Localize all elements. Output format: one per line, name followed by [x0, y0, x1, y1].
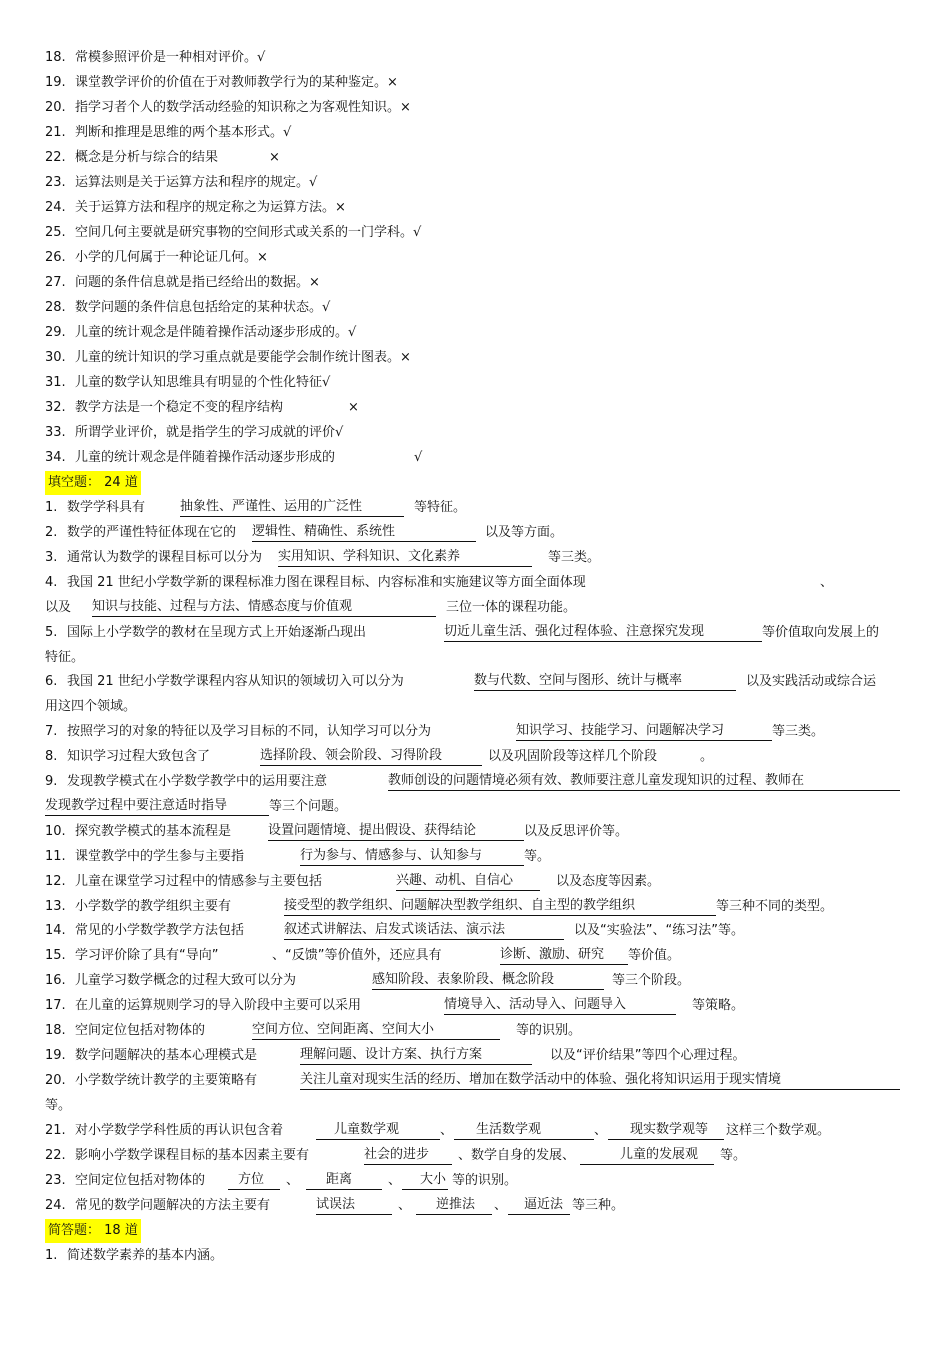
item-text: 儿童在课堂学习过程中的情感参与主要包括 [75, 874, 323, 889]
item-text: 、 [286, 1173, 300, 1188]
item-text: 儿童的数学认知思维具有明显的个性化特征√ [75, 375, 331, 390]
item-number: 12. [45, 874, 66, 889]
item-number: 32. [45, 400, 66, 415]
short-answer-item [0, 1244, 950, 1268]
answer-blank: 逻辑性、精确性、系统性 [252, 523, 476, 542]
item-text: 、 [594, 1123, 608, 1138]
item-text: 等三种不同的类型。 [716, 899, 834, 914]
item-text: 以及反思评价等。 [524, 824, 629, 839]
item-number: 23. [45, 175, 66, 190]
judgment-item [0, 271, 950, 295]
answer-blank: 大小 [402, 1171, 448, 1190]
item-text: 以及“实验法”、“练习法”等。 [574, 923, 744, 938]
item-number: 15. [45, 948, 66, 963]
answer-blank: 发现教学过程中要注意适时指导 [45, 797, 269, 816]
answer-blank: 情境导入、活动导入、问题导入 [444, 996, 676, 1015]
item-number: 27. [45, 275, 66, 290]
item-text: 常见的数学问题解决的方法主要有 [75, 1198, 271, 1213]
section-label: 简答题： [48, 1223, 101, 1238]
fill-item [0, 670, 950, 694]
item-number: 33. [45, 425, 66, 440]
item-number: 30. [45, 350, 66, 365]
answer-blank: 叙述式讲解法、启发式谈话法、演示法 [284, 921, 564, 940]
item-text: 课堂教学评价的价值在于对教师教学行为的某种鉴定。× [75, 75, 398, 90]
item-text: 运算法则是关于运算方法和程序的规定。√ [75, 175, 318, 190]
item-text: 等三类。 [772, 724, 825, 739]
item-text: 等策略。 [692, 998, 745, 1013]
item-text: 等。 [45, 1098, 72, 1113]
item-text: 儿童的统计知识的学习重点就是要能学会制作统计图表。× [75, 350, 411, 365]
item-text: 等三个阶段。 [612, 973, 691, 988]
answer-blank: 方位 [228, 1171, 280, 1190]
judgment-item [0, 71, 950, 95]
item-text: 三位一体的课程功能。 [446, 600, 577, 615]
item-text: 数学的严谨性特征体现在它的 [67, 525, 237, 540]
item-number: 21. [45, 125, 66, 140]
fill-item-continued [0, 1094, 950, 1118]
fill-item [0, 496, 950, 520]
fill-item [0, 1119, 950, 1143]
item-text: 以及 [45, 600, 72, 615]
item-text: 儿童的统计观念是伴随着操作活动逐步形成的 [75, 450, 336, 465]
fill-item [0, 845, 950, 869]
item-text: 等特征。 [414, 500, 467, 515]
answer-blank: 理解问题、设计方案、执行方案 [300, 1046, 532, 1065]
answer-mark: √ [414, 450, 423, 465]
item-text: 国际上小学数学的教材在呈现方式上开始逐渐凸现出 [67, 625, 367, 640]
judgment-item [0, 221, 950, 245]
item-text: 。 [700, 749, 714, 764]
section-header-fill [0, 471, 950, 495]
item-text: 指学习者个人的数学活动经验的知识称之为客观性知识。× [75, 100, 411, 115]
judgment-item [0, 146, 950, 170]
judgment-item [0, 46, 950, 70]
item-text: 以及巩固阶段等这样几个阶段 [488, 749, 658, 764]
item-text: 儿童的统计观念是伴随着操作活动逐步形成的。√ [75, 325, 357, 340]
item-text: 、 [440, 1123, 454, 1138]
item-number: 13. [45, 899, 66, 914]
fill-item [0, 1069, 950, 1093]
item-text: 知识学习过程大致包含了 [67, 749, 211, 764]
item-text: 发现教学模式在小学数学教学中的运用要注意 [67, 774, 328, 789]
item-text: 概念是分析与综合的结果 [75, 150, 219, 165]
item-text: 儿童学习数学概念的过程大致可以分为 [75, 973, 297, 988]
item-text: 等三种。 [572, 1198, 625, 1213]
item-number: 8. [45, 749, 58, 764]
item-text: 、 [398, 1198, 412, 1213]
fill-item [0, 770, 950, 794]
item-text: 特征。 [45, 650, 85, 665]
item-number: 10. [45, 824, 66, 839]
fill-item [0, 1019, 950, 1043]
item-text: 、数学自身的发展、 [458, 1148, 576, 1163]
fill-item [0, 1044, 950, 1068]
fill-item [0, 745, 950, 769]
item-number: 26. [45, 250, 66, 265]
fill-item [0, 1144, 950, 1168]
item-number: 18. [45, 1023, 66, 1038]
item-text: 以及实践活动或综合运 [746, 674, 877, 689]
answer-blank: 设置问题情境、提出假设、获得结论 [268, 822, 524, 841]
answer-blank: 教师创设的问题情境必须有效、教师要注意儿童发现知识的过程、教师在 [388, 772, 900, 791]
item-text: 空间几何主要就是研究事物的空间形式或关系的一门学科。√ [75, 225, 422, 240]
answer-blank: 现实数学观等 [608, 1121, 724, 1140]
item-text: 影响小学数学课程目标的基本因素主要有 [75, 1148, 310, 1163]
item-text: 问题的条件信息就是指已经给出的数据。× [75, 275, 320, 290]
item-text: 等。 [720, 1148, 747, 1163]
item-text: 小学数学的教学组织主要有 [75, 899, 232, 914]
answer-blank: 社会的进步 [364, 1146, 452, 1165]
answer-blank: 行为参与、情感参与、认知参与 [300, 847, 524, 866]
item-text: 常见的小学数学教学方法包括 [75, 923, 245, 938]
answer-blank: 兴趣、动机、自信心 [396, 872, 540, 891]
fill-item-continued [0, 695, 950, 719]
answer-blank: 抽象性、严谨性、运用的广泛性 [180, 498, 404, 517]
item-text: 等价值取向发展上的 [762, 625, 880, 640]
answer-blank: 诊断、激励、研究 [500, 946, 628, 965]
answer-blank: 接受型的教学组织、问题解决型教学组织、自主型的教学组织 [284, 897, 716, 916]
judgment-item [0, 121, 950, 145]
item-text: 通常认为数学的课程目标可以分为 [67, 550, 263, 565]
item-number: 34. [45, 450, 66, 465]
item-text: 按照学习的对象的特征以及学习目标的不同，认知学习可以分为 [67, 724, 432, 739]
item-text: 等的识别。 [452, 1173, 518, 1188]
answer-blank: 关注儿童对现实生活的经历、增加在数学活动中的体验、强化将知识运用于现实情境 [300, 1071, 900, 1090]
item-text: 所谓学业评价，就是指学生的学习成就的评价√ [75, 425, 344, 440]
item-text: 、 [494, 1198, 508, 1213]
item-number: 17. [45, 998, 66, 1013]
answer-blank: 逆推法 [416, 1196, 492, 1215]
item-number: 2. [45, 525, 58, 540]
answer-blank: 知识与技能、过程与方法、情感态度与价值观 [92, 598, 436, 617]
item-text: 、“反馈”等价值外，还应具有 [272, 948, 442, 963]
item-number: 4. [45, 575, 58, 590]
fill-item [0, 571, 950, 595]
item-number: 24. [45, 1198, 66, 1213]
item-number: 3. [45, 550, 58, 565]
item-number: 29. [45, 325, 66, 340]
section-count: 18 道 [104, 1223, 138, 1238]
fill-item-continued [0, 646, 950, 670]
item-number: 7. [45, 724, 58, 739]
item-text: 等价值。 [628, 948, 681, 963]
item-text: 小学的几何属于一种论证几何。× [75, 250, 268, 265]
section-count: 24 道 [104, 475, 138, 490]
fill-item [0, 944, 950, 968]
item-number: 22. [45, 150, 66, 165]
item-text: 、 [388, 1173, 402, 1188]
answer-blank: 儿童数学观 [316, 1121, 440, 1140]
item-text: 关于运算方法和程序的规定称之为运算方法。× [75, 200, 346, 215]
item-number: 31. [45, 375, 66, 390]
fill-item [0, 521, 950, 545]
item-number: 1. [45, 500, 58, 515]
judgment-item [0, 296, 950, 320]
item-text: 我国 21 世纪小学数学课程内容从知识的领域切入可以分为 [67, 674, 404, 689]
answer-blank: 逼近法 [508, 1196, 570, 1215]
fill-item [0, 994, 950, 1018]
answer-blank: 试误法 [316, 1196, 392, 1215]
fill-item [0, 969, 950, 993]
item-text: 等三个问题。 [269, 799, 348, 814]
answer-blank: 距离 [306, 1171, 382, 1190]
item-text: 、 [820, 575, 834, 590]
fill-item-continued [0, 596, 950, 620]
item-text: 等。 [524, 849, 551, 864]
item-text: 等的识别。 [516, 1023, 582, 1038]
item-number: 25. [45, 225, 66, 240]
item-number: 6. [45, 674, 58, 689]
judgment-item [0, 196, 950, 220]
judgment-item [0, 171, 950, 195]
item-number: 22. [45, 1148, 66, 1163]
fill-item [0, 870, 950, 894]
judgment-item [0, 321, 950, 345]
item-number: 11. [45, 849, 66, 864]
item-number: 28. [45, 300, 66, 315]
fill-item [0, 895, 950, 919]
judgment-item [0, 446, 950, 470]
item-number: 21. [45, 1123, 66, 1138]
answer-blank: 数与代数、空间与图形、统计与概率 [474, 672, 736, 691]
item-number: 9. [45, 774, 58, 789]
item-text: 这样三个数学观。 [726, 1123, 831, 1138]
item-text: 课堂教学中的学生参与主要指 [75, 849, 245, 864]
item-number: 19. [45, 1048, 66, 1063]
item-text: 判断和推理是思维的两个基本形式。√ [75, 125, 292, 140]
answer-blank: 选择阶段、领会阶段、习得阶段 [260, 747, 482, 766]
item-number: 19. [45, 75, 66, 90]
answer-blank: 知识学习、技能学习、问题解决学习 [516, 722, 772, 741]
item-text: 数学学科具有 [67, 500, 146, 515]
answer-mark: × [348, 400, 359, 415]
item-number: 1. [45, 1248, 58, 1263]
answer-blank: 感知阶段、表象阶段、概念阶段 [372, 971, 604, 990]
item-text: 常模参照评价是一种相对评价。√ [75, 50, 266, 65]
judgment-item [0, 96, 950, 120]
item-text: 数学问题解决的基本心理模式是 [75, 1048, 258, 1063]
item-text: 用这四个领域。 [45, 699, 137, 714]
item-text: 学习评价除了具有“导向” [75, 948, 219, 963]
item-number: 20. [45, 100, 66, 115]
fill-item [0, 919, 950, 943]
item-text: 小学数学统计教学的主要策略有 [75, 1073, 258, 1088]
item-text: 以及态度等因素。 [556, 874, 661, 889]
judgment-item [0, 246, 950, 270]
item-text: 教学方法是一个稳定不变的程序结构 [75, 400, 284, 415]
answer-blank: 实用知识、学科知识、文化素养 [278, 548, 532, 567]
item-number: 20. [45, 1073, 66, 1088]
answer-blank: 切近儿童生活、强化过程体验、注意探究发现 [444, 623, 762, 642]
section-header-short [0, 1219, 950, 1243]
item-number: 23. [45, 1173, 66, 1188]
fill-item [0, 820, 950, 844]
fill-item [0, 621, 950, 645]
item-number: 18. [45, 50, 66, 65]
item-text: 等三类。 [548, 550, 601, 565]
item-number: 5. [45, 625, 58, 640]
fill-item [0, 546, 950, 570]
item-text: 空间定位包括对物体的 [75, 1173, 206, 1188]
item-text: 以及等方面。 [485, 525, 564, 540]
answer-blank: 空间方位、空间距离、空间大小 [252, 1021, 500, 1040]
item-number: 16. [45, 973, 66, 988]
section-label: 填空题： [48, 475, 101, 490]
item-text: 简述数学素养的基本内涵。 [67, 1248, 224, 1263]
item-text: 对小学数学学科性质的再认识包含着 [75, 1123, 284, 1138]
item-number: 24. [45, 200, 66, 215]
fill-item [0, 1194, 950, 1218]
judgment-item [0, 396, 950, 420]
item-text: 数学问题的条件信息包括给定的某种状态。√ [75, 300, 331, 315]
item-number: 14. [45, 923, 66, 938]
answer-blank: 生活数学观 [454, 1121, 594, 1140]
item-text: 在儿童的运算规则学习的导入阶段中主要可以采用 [75, 998, 362, 1013]
item-text: 探究教学模式的基本流程是 [75, 824, 232, 839]
judgment-item [0, 371, 950, 395]
item-text: 我国 21 世纪小学数学新的课程标准力图在课程目标、内容标准和实施建议等方面全面体现 [67, 575, 586, 590]
answer-blank: 儿童的发展观 [580, 1146, 714, 1165]
fill-item [0, 720, 950, 744]
fill-item-continued [0, 795, 950, 819]
judgment-item [0, 346, 950, 370]
answer-mark: × [269, 150, 280, 165]
fill-item [0, 1169, 950, 1193]
item-text: 空间定位包括对物体的 [75, 1023, 206, 1038]
item-text: 以及“评价结果”等四个心理过程。 [550, 1048, 746, 1063]
judgment-item [0, 421, 950, 445]
